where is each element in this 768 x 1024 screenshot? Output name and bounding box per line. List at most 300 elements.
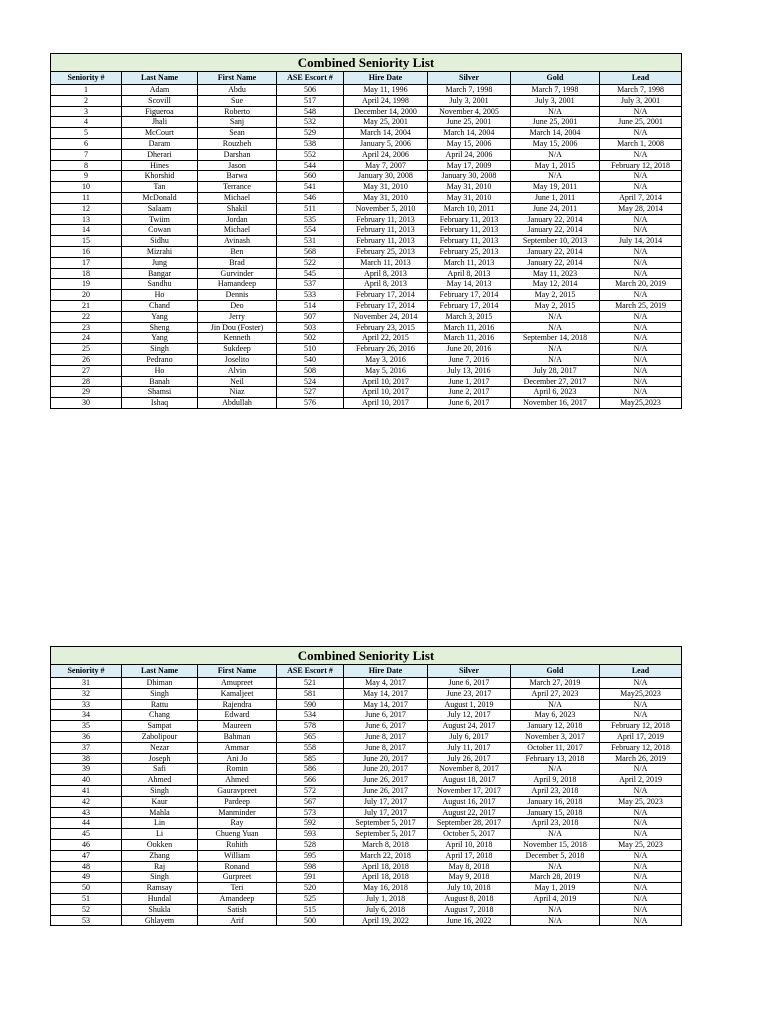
cell-last-name: Bangar	[122, 268, 198, 279]
cell-ase-escort: 533	[277, 290, 344, 301]
cell-hire-date: April 10, 2017	[344, 387, 428, 398]
cell-last-name: Daram	[122, 138, 198, 149]
table-row	[51, 203, 682, 214]
cell-ase-escort: 521	[277, 678, 344, 689]
cell-gold: May 1, 2015	[511, 160, 600, 171]
cell-seniority: 20	[51, 290, 122, 301]
cell-seniority: 39	[51, 764, 122, 775]
cell-first-name: Maureen	[198, 721, 277, 732]
cell-last-name: Yang	[122, 333, 198, 344]
cell-ase-escort: 576	[277, 398, 344, 409]
cell-seniority: 50	[51, 883, 122, 894]
cell-silver: May 8, 2018	[428, 861, 511, 872]
table-row	[51, 731, 682, 742]
cell-ase-escort: 552	[277, 149, 344, 160]
cell-hire-date: December 14, 2000	[344, 106, 428, 117]
cell-seniority: 25	[51, 344, 122, 355]
cell-silver: April 24, 2006	[428, 149, 511, 160]
table-row	[51, 300, 682, 311]
cell-silver: August 24, 2017	[428, 721, 511, 732]
cell-seniority: 9	[51, 171, 122, 182]
cell-last-name: Singh	[122, 344, 198, 355]
cell-hire-date: June 6, 2017	[344, 721, 428, 732]
cell-last-name: Sandhu	[122, 279, 198, 290]
column-header-row	[51, 72, 682, 85]
cell-last-name: Ookken	[122, 839, 198, 850]
cell-hire-date: April 24, 2006	[344, 149, 428, 160]
cell-hire-date: March 14, 2004	[344, 128, 428, 139]
cell-last-name: Hundal	[122, 893, 198, 904]
cell-silver: July 26, 2017	[428, 753, 511, 764]
cell-ase-escort: 568	[277, 246, 344, 257]
cell-lead: N/A	[600, 829, 682, 840]
cell-last-name: Li	[122, 829, 198, 840]
cell-last-name: Ahmed	[122, 775, 198, 786]
cell-ase-escort: 520	[277, 883, 344, 894]
col-header-first-name: First Name	[198, 72, 277, 85]
cell-lead: N/A	[600, 710, 682, 721]
cell-lead: N/A	[600, 322, 682, 333]
cell-silver: July 3, 2001	[428, 95, 511, 106]
cell-silver: August 8, 2018	[428, 893, 511, 904]
cell-seniority: 36	[51, 731, 122, 742]
table-row	[51, 117, 682, 128]
cell-first-name: Brad	[198, 257, 277, 268]
cell-last-name: Cowan	[122, 225, 198, 236]
cell-gold: November 15, 2018	[511, 839, 600, 850]
cell-silver: January 30, 2008	[428, 171, 511, 182]
table-row	[51, 354, 682, 365]
cell-lead: N/A	[600, 246, 682, 257]
cell-seniority: 5	[51, 128, 122, 139]
cell-last-name: Dhiman	[122, 678, 198, 689]
cell-ase-escort: 595	[277, 850, 344, 861]
cell-last-name: McCourt	[122, 128, 198, 139]
cell-hire-date: June 20, 2017	[344, 764, 428, 775]
cell-gold: July 3, 2001	[511, 95, 600, 106]
cell-ase-escort: 502	[277, 333, 344, 344]
cell-gold: July 28, 2017	[511, 365, 600, 376]
cell-gold: May 1, 2019	[511, 883, 600, 894]
cell-lead: March 25, 2019	[600, 300, 682, 311]
cell-silver: July 12, 2017	[428, 710, 511, 721]
cell-silver: May 17, 2009	[428, 160, 511, 171]
cell-first-name: Sue	[198, 95, 277, 106]
cell-lead: April 7, 2014	[600, 192, 682, 203]
cell-last-name: Safi	[122, 764, 198, 775]
cell-silver: February 11, 2013	[428, 225, 511, 236]
cell-hire-date: April 19, 2022	[344, 915, 428, 926]
cell-lead: N/A	[600, 387, 682, 398]
cell-ase-escort: 546	[277, 192, 344, 203]
cell-ase-escort: 586	[277, 764, 344, 775]
table-row	[51, 333, 682, 344]
cell-ase-escort: 534	[277, 710, 344, 721]
cell-hire-date: April 10, 2017	[344, 376, 428, 387]
table-row	[51, 398, 682, 409]
table-row	[51, 785, 682, 796]
cell-silver: November 17, 2017	[428, 785, 511, 796]
cell-gold: May 2, 2015	[511, 300, 600, 311]
cell-hire-date: May 7, 2007	[344, 160, 428, 171]
cell-last-name: McDonald	[122, 192, 198, 203]
cell-hire-date: May 4, 2017	[344, 678, 428, 689]
table-row	[51, 192, 682, 203]
cell-silver: May 31, 2010	[428, 192, 511, 203]
cell-first-name: Sean	[198, 128, 277, 139]
cell-gold: January 22, 2014	[511, 214, 600, 225]
cell-first-name: Rajendra	[198, 699, 277, 710]
cell-silver: July 13, 2016	[428, 365, 511, 376]
cell-gold: N/A	[511, 915, 600, 926]
cell-silver: March 7, 1998	[428, 85, 511, 96]
cell-silver: August 1, 2019	[428, 699, 511, 710]
table-row	[51, 85, 682, 96]
cell-gold: N/A	[511, 764, 600, 775]
cell-lead: April 17, 2019	[600, 731, 682, 742]
cell-first-name: Kamaljeet	[198, 688, 277, 699]
cell-seniority: 43	[51, 807, 122, 818]
cell-first-name: Michael	[198, 225, 277, 236]
cell-first-name: Pardeep	[198, 796, 277, 807]
cell-seniority: 46	[51, 839, 122, 850]
cell-silver: May 31, 2010	[428, 182, 511, 193]
table-row	[51, 279, 682, 290]
cell-ase-escort: 560	[277, 171, 344, 182]
table-row	[51, 171, 682, 182]
cell-silver: June 6, 2017	[428, 398, 511, 409]
cell-first-name: Roberto	[198, 106, 277, 117]
cell-ase-escort: 511	[277, 203, 344, 214]
cell-gold: April 23, 2018	[511, 818, 600, 829]
cell-lead: N/A	[600, 785, 682, 796]
cell-first-name: Ronand	[198, 861, 277, 872]
cell-first-name: Ani Jo	[198, 753, 277, 764]
cell-seniority: 51	[51, 893, 122, 904]
cell-hire-date: April 8, 2013	[344, 279, 428, 290]
cell-ase-escort: 522	[277, 257, 344, 268]
col-header-ase-escort: ASE Escort #	[277, 72, 344, 85]
cell-hire-date: April 18, 2018	[344, 872, 428, 883]
cell-ase-escort: 537	[277, 279, 344, 290]
cell-hire-date: September 5, 2017	[344, 818, 428, 829]
cell-lead: N/A	[600, 872, 682, 883]
cell-last-name: Sheng	[122, 322, 198, 333]
table-row	[51, 818, 682, 829]
table-row	[51, 246, 682, 257]
cell-hire-date: May 16, 2018	[344, 883, 428, 894]
cell-ase-escort: 585	[277, 753, 344, 764]
cell-first-name: Jason	[198, 160, 277, 171]
cell-gold: December 5, 2018	[511, 850, 600, 861]
cell-last-name: Dherari	[122, 149, 198, 160]
cell-first-name: Chueng Yuan	[198, 829, 277, 840]
cell-lead: May 25, 2023	[600, 796, 682, 807]
table-row	[51, 850, 682, 861]
cell-ase-escort: 531	[277, 236, 344, 247]
col-header-silver: Silver	[428, 665, 511, 678]
cell-hire-date: September 5, 2017	[344, 829, 428, 840]
cell-gold: September 10, 2013	[511, 236, 600, 247]
cell-first-name: Shakil	[198, 203, 277, 214]
cell-hire-date: February 17, 2014	[344, 300, 428, 311]
cell-hire-date: June 8, 2017	[344, 742, 428, 753]
cell-last-name: Jhali	[122, 117, 198, 128]
cell-seniority: 2	[51, 95, 122, 106]
cell-hire-date: November 24, 2014	[344, 311, 428, 322]
cell-gold: April 4, 2019	[511, 893, 600, 904]
cell-silver: October 5, 2017	[428, 829, 511, 840]
cell-ase-escort: 593	[277, 829, 344, 840]
cell-hire-date: March 22, 2018	[344, 850, 428, 861]
cell-gold: N/A	[511, 699, 600, 710]
table-row	[51, 710, 682, 721]
cell-gold: N/A	[511, 106, 600, 117]
table-body	[51, 85, 682, 409]
cell-silver: February 17, 2014	[428, 300, 511, 311]
cell-ase-escort: 590	[277, 699, 344, 710]
cell-gold: May 15, 2006	[511, 138, 600, 149]
cell-first-name: Alvin	[198, 365, 277, 376]
cell-lead: N/A	[600, 311, 682, 322]
cell-last-name: Salaam	[122, 203, 198, 214]
cell-lead: May 28, 2014	[600, 203, 682, 214]
cell-lead: June 25, 2001	[600, 117, 682, 128]
cell-lead: February 12, 2018	[600, 721, 682, 732]
cell-last-name: Nezar	[122, 742, 198, 753]
col-header-hire-date: Hire Date	[344, 72, 428, 85]
cell-seniority: 15	[51, 236, 122, 247]
cell-first-name: Gurpreet	[198, 872, 277, 883]
cell-silver: May 15, 2006	[428, 138, 511, 149]
cell-seniority: 53	[51, 915, 122, 926]
cell-first-name: Amandeep	[198, 893, 277, 904]
col-header-seniority: Seniority #	[51, 72, 122, 85]
table-row	[51, 807, 682, 818]
cell-gold: January 22, 2014	[511, 246, 600, 257]
cell-seniority: 29	[51, 387, 122, 398]
cell-gold: January 12, 2018	[511, 721, 600, 732]
cell-last-name: Adam	[122, 85, 198, 96]
cell-ase-escort: 528	[277, 839, 344, 850]
col-header-gold: Gold	[511, 665, 600, 678]
cell-seniority: 33	[51, 699, 122, 710]
cell-seniority: 24	[51, 333, 122, 344]
table-row	[51, 893, 682, 904]
table-row	[51, 678, 682, 689]
cell-seniority: 1	[51, 85, 122, 96]
cell-seniority: 13	[51, 214, 122, 225]
cell-silver: June 25, 2001	[428, 117, 511, 128]
cell-silver: July 10, 2018	[428, 883, 511, 894]
cell-silver: May 9, 2018	[428, 872, 511, 883]
cell-ase-escort: 573	[277, 807, 344, 818]
cell-lead: May25,2023	[600, 688, 682, 699]
cell-hire-date: April 24, 1998	[344, 95, 428, 106]
cell-hire-date: February 11, 2013	[344, 214, 428, 225]
cell-hire-date: May 14, 2017	[344, 688, 428, 699]
cell-seniority: 6	[51, 138, 122, 149]
cell-lead: N/A	[600, 182, 682, 193]
cell-seniority: 18	[51, 268, 122, 279]
cell-first-name: Manminder	[198, 807, 277, 818]
cell-gold: November 3, 2017	[511, 731, 600, 742]
cell-lead: N/A	[600, 149, 682, 160]
cell-silver: November 4, 2005	[428, 106, 511, 117]
cell-gold: March 7, 1998	[511, 85, 600, 96]
cell-silver: June 23, 2017	[428, 688, 511, 699]
cell-hire-date: February 11, 2013	[344, 236, 428, 247]
table-row	[51, 214, 682, 225]
cell-gold: May 19, 2011	[511, 182, 600, 193]
cell-last-name: Mahla	[122, 807, 198, 818]
cell-gold: N/A	[511, 149, 600, 160]
cell-ase-escort: 592	[277, 818, 344, 829]
cell-gold: N/A	[511, 344, 600, 355]
cell-first-name: Kenneth	[198, 333, 277, 344]
table-row	[51, 268, 682, 279]
cell-seniority: 19	[51, 279, 122, 290]
cell-lead: N/A	[600, 128, 682, 139]
table-row	[51, 344, 682, 355]
cell-ase-escort: 541	[277, 182, 344, 193]
cell-silver: August 22, 2017	[428, 807, 511, 818]
cell-silver: April 17, 2018	[428, 850, 511, 861]
cell-ase-escort: 524	[277, 376, 344, 387]
cell-hire-date: April 8, 2013	[344, 268, 428, 279]
cell-lead: February 12, 2018	[600, 742, 682, 753]
cell-last-name: Ho	[122, 365, 198, 376]
cell-silver: August 7, 2018	[428, 904, 511, 915]
table-row	[51, 149, 682, 160]
cell-seniority: 40	[51, 775, 122, 786]
cell-last-name: Joseph	[122, 753, 198, 764]
table-row	[51, 106, 682, 117]
cell-ase-escort: 544	[277, 160, 344, 171]
cell-silver: June 7, 2016	[428, 354, 511, 365]
cell-last-name: Lin	[122, 818, 198, 829]
cell-hire-date: January 5, 2006	[344, 138, 428, 149]
cell-hire-date: June 26, 2017	[344, 775, 428, 786]
cell-last-name: Mizrahi	[122, 246, 198, 257]
table-row	[51, 861, 682, 872]
cell-hire-date: May 5, 2016	[344, 365, 428, 376]
cell-hire-date: July 17, 2017	[344, 796, 428, 807]
cell-hire-date: February 25, 2013	[344, 246, 428, 257]
cell-hire-date: February 26, 2016	[344, 344, 428, 355]
cell-last-name: Yang	[122, 311, 198, 322]
cell-ase-escort: 517	[277, 95, 344, 106]
column-header-row	[51, 665, 682, 678]
col-header-hire-date: Hire Date	[344, 665, 428, 678]
cell-silver: March 3, 2015	[428, 311, 511, 322]
cell-seniority: 7	[51, 149, 122, 160]
cell-gold: N/A	[511, 904, 600, 915]
cell-silver: June 16, 2022	[428, 915, 511, 926]
cell-gold: N/A	[511, 171, 600, 182]
table-row	[51, 688, 682, 699]
cell-hire-date: May 31, 2010	[344, 182, 428, 193]
cell-silver: April 8, 2013	[428, 268, 511, 279]
cell-lead: July 14, 2014	[600, 236, 682, 247]
cell-ase-escort: 572	[277, 785, 344, 796]
cell-ase-escort: 567	[277, 796, 344, 807]
cell-last-name: Ramsay	[122, 883, 198, 894]
cell-ase-escort: 506	[277, 85, 344, 96]
cell-hire-date: July 17, 2017	[344, 807, 428, 818]
cell-first-name: Ammar	[198, 742, 277, 753]
cell-silver: February 11, 2013	[428, 236, 511, 247]
table-row	[51, 872, 682, 883]
cell-gold: March 27, 2019	[511, 678, 600, 689]
cell-silver: June 20, 2016	[428, 344, 511, 355]
table-row	[51, 387, 682, 398]
cell-hire-date: March 11, 2013	[344, 257, 428, 268]
cell-first-name: Rohith	[198, 839, 277, 850]
table-title: Combined Seniority List	[51, 54, 682, 72]
cell-silver: March 11, 2016	[428, 322, 511, 333]
col-header-lead: Lead	[600, 665, 682, 678]
cell-lead: March 7, 1998	[600, 85, 682, 96]
cell-hire-date: March 8, 2018	[344, 839, 428, 850]
cell-ase-escort: 507	[277, 311, 344, 322]
cell-lead: N/A	[600, 354, 682, 365]
cell-ase-escort: 503	[277, 322, 344, 333]
table-body	[51, 678, 682, 926]
cell-hire-date: April 10, 2017	[344, 398, 428, 409]
cell-silver: February 25, 2013	[428, 246, 511, 257]
cell-silver: March 11, 2013	[428, 257, 511, 268]
col-header-last-name: Last Name	[122, 72, 198, 85]
table-row	[51, 365, 682, 376]
cell-first-name: Abdu	[198, 85, 277, 96]
cell-hire-date: May 14, 2017	[344, 699, 428, 710]
cell-last-name: Shukla	[122, 904, 198, 915]
cell-last-name: Ghlayem	[122, 915, 198, 926]
cell-ase-escort: 510	[277, 344, 344, 355]
cell-silver: March 10, 2011	[428, 203, 511, 214]
cell-silver: May 14, 2013	[428, 279, 511, 290]
cell-hire-date: June 26, 2017	[344, 785, 428, 796]
table-row	[51, 796, 682, 807]
cell-silver: August 18, 2017	[428, 775, 511, 786]
cell-seniority: 27	[51, 365, 122, 376]
cell-seniority: 31	[51, 678, 122, 689]
cell-last-name: Kaur	[122, 796, 198, 807]
cell-lead: March 26, 2019	[600, 753, 682, 764]
cell-hire-date: May 31, 2010	[344, 192, 428, 203]
cell-first-name: Gauravpreet	[198, 785, 277, 796]
cell-first-name: Jerry	[198, 311, 277, 322]
cell-gold: December 27, 2017	[511, 376, 600, 387]
col-header-silver: Silver	[428, 72, 511, 85]
cell-hire-date: July 1, 2018	[344, 893, 428, 904]
table-row	[51, 915, 682, 926]
cell-seniority: 3	[51, 106, 122, 117]
cell-seniority: 49	[51, 872, 122, 883]
cell-seniority: 17	[51, 257, 122, 268]
cell-gold: May 12, 2014	[511, 279, 600, 290]
cell-first-name: Darshan	[198, 149, 277, 160]
cell-last-name: Zabolipour	[122, 731, 198, 742]
cell-seniority: 8	[51, 160, 122, 171]
cell-hire-date: May 25, 2001	[344, 117, 428, 128]
col-header-last-name: Last Name	[122, 665, 198, 678]
table-row	[51, 138, 682, 149]
cell-first-name: Joselito	[198, 354, 277, 365]
cell-seniority: 26	[51, 354, 122, 365]
cell-last-name: Twiim	[122, 214, 198, 225]
